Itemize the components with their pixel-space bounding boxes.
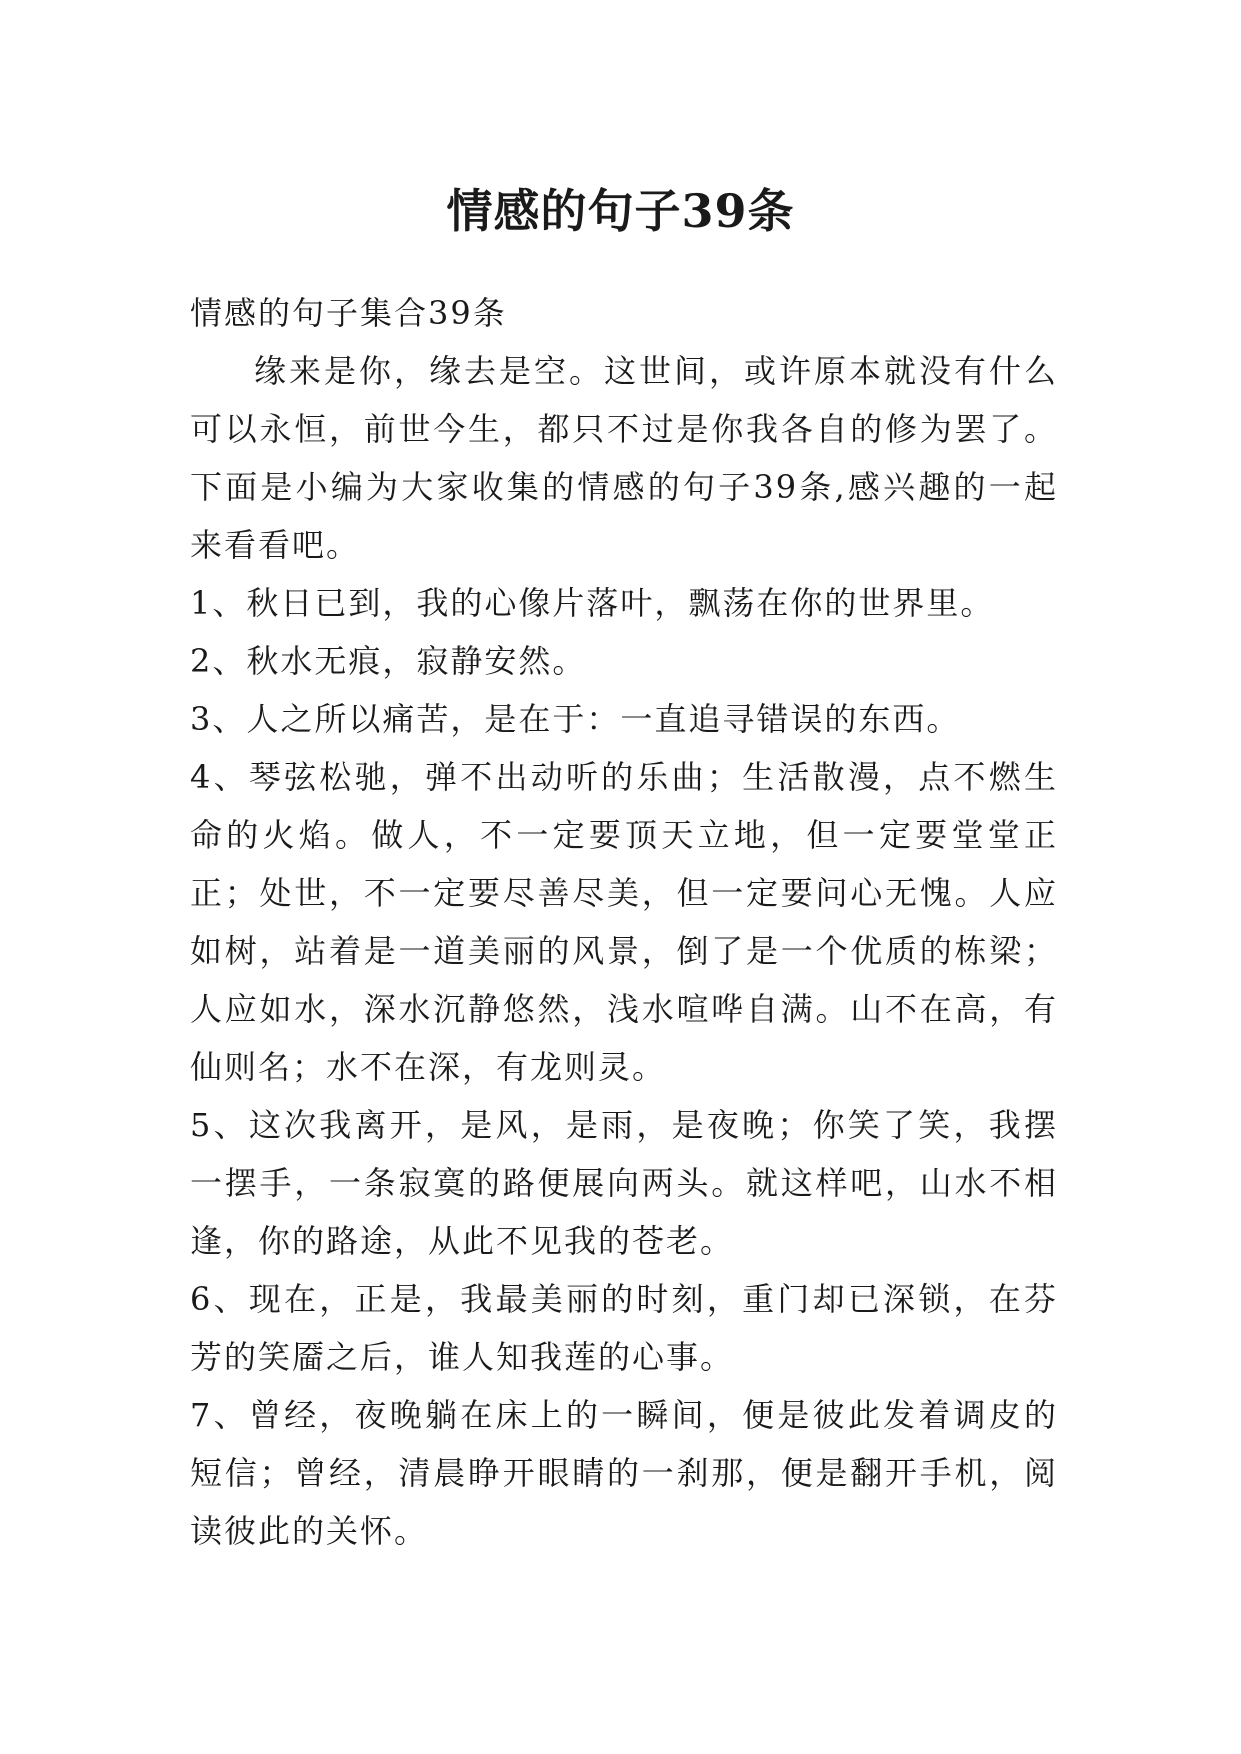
list-item: 5、这次我离开，是风，是雨，是夜晚；你笑了笑，我摆一摆手，一条寂寞的路便展向两头。就这样吧，山水不相逢，你的路途，从此不见我的苍老。 [190,1106,1058,1260]
document-subtitle: 情感的句子集合39条 [190,294,507,332]
list-item: 4、琴弦松驰，弹不出动听的乐曲；生活散漫，点不燃生命的火焰。做人，不一定要顶天立地，但一定要堂堂正正；处世，不一定要尽善尽美，但一定要问心无愧。人应如树，站着是一道美丽的风景，倒了是一个优质的栋梁；人应如水，深水沉静悠然，浅水喧哗自满。山不在高，有仙则名；水不在深，有龙则灵。 [190,758,1058,1086]
document-title: 情感的句子39条 [446,183,795,238]
list-item: 7、曾经，夜晚躺在床上的一瞬间，便是彼此发着调皮的短信；曾经，清晨睁开眼睛的一刹那，便是翻开手机，阅读彼此的关怀。 [190,1396,1058,1550]
list-item: 6、现在，正是，我最美丽的时刻，重门却已深锁，在芬芳的笑靥之后，谁人知我莲的心事。 [190,1280,1058,1376]
list-item: 3、人之所以痛苦，是在于：一直追寻错误的东西。 [190,700,961,738]
intro-paragraph: 缘来是你，缘去是空。这世间，或许原本就没有什么可以永恒，前世今生，都只不过是你我各自的修为罢了。下面是小编为大家收集的情感的句子39条,感兴趣的一起来看看吧。 [190,352,1058,564]
document-body [190,284,1058,1560]
list-item: 2、秋水无痕，寂静安然。 [190,642,587,680]
list-item: 1、秋日已到，我的心像片落叶，飘荡在你的世界里。 [190,584,995,622]
